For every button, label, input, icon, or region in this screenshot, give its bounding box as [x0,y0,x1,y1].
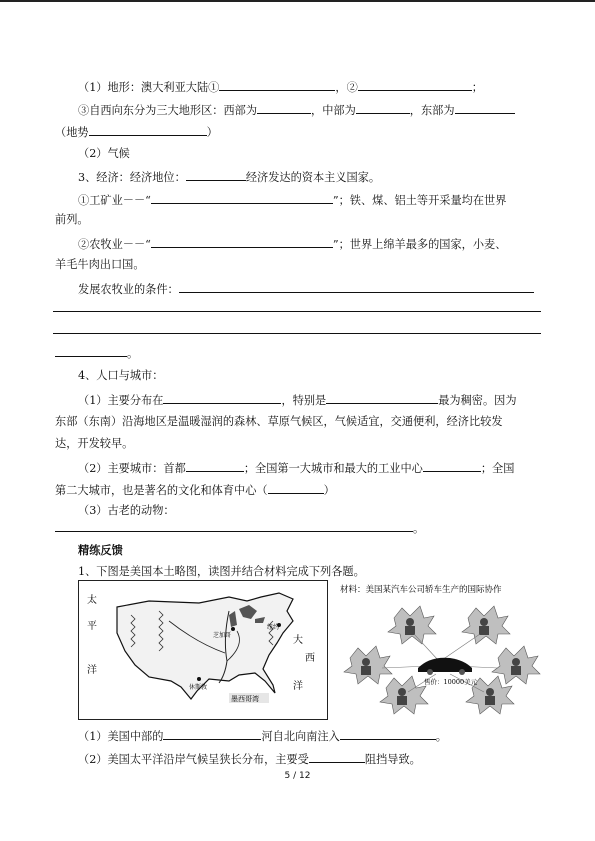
map-label-city2: 芝加哥 [213,632,232,639]
material-caption: 材料：美国某汽车公司轿车生产的国际协作 [340,585,502,595]
map-label-gulf: 墨西哥湾 [231,695,259,703]
animals-blank-line: 。 [55,519,424,537]
blank-animals[interactable] [55,519,413,532]
blank-east[interactable] [455,101,515,114]
page-top-border [0,0,595,2]
page-number: 5 / 12 [284,771,311,781]
cities-line: （2）主要城市：首都 ；全国第一大城市和最大的工业中心 ；全国 [78,459,514,477]
blank-conditions-3[interactable] [53,333,541,334]
blank-distribution[interactable] [163,391,281,404]
blank-capital[interactable] [186,459,244,472]
animals-line: （3）古老的动物： [78,504,175,517]
map-label-ping: 平 [87,621,97,632]
blank-west[interactable] [257,101,311,114]
blank-slope[interactable] [89,123,207,136]
map-label-yang2: 洋 [293,681,303,692]
economy-line: 3、经济：经济地位： 经济发达的资本主义国家。 [78,168,380,186]
blank-industry[interactable] [151,191,333,204]
distribution-line-3: 达，开发较早。 [55,437,134,450]
industry-line: ①工矿业－－“ ”；铁、煤、铝土等开采量均在世界 [78,191,506,209]
map-label-tai: 太 [87,595,97,606]
blank-terrain-1[interactable] [219,78,335,91]
map-label-city1: 纽约 [267,624,280,631]
blank-center[interactable] [356,101,410,114]
regions-line: ③自西向东分为三大地形区：西部为 ，中部为 ，东部为 [78,101,515,119]
map-label-yang: 洋 [87,665,97,676]
blank-conditions-4[interactable] [55,344,127,357]
map-label-city3: 休斯敦 [189,684,208,691]
us-map-figure [78,580,328,720]
distribution-line-2: 东部（东南）沿海地区是温暖湿润的森林、草原气候区，气候适宜，交通便利，经济比较发 [55,415,503,428]
blank-agriculture[interactable] [151,235,333,248]
practice-heading: 精练反馈 [78,544,123,557]
blank-dense-area[interactable] [326,391,438,404]
blank-economy[interactable] [186,168,246,181]
terrain-line: （1）地形：澳大利亚大陆① ，② ； [78,78,483,96]
cities-line-2: 第二大城市，也是著名的文化和体育中心（ ） [55,481,335,499]
us-map-svg [79,581,327,719]
slope-line: （地势 ） [55,123,218,141]
blank-conditions-1[interactable] [179,280,534,293]
material-price: 售价：10000美元 [424,678,478,686]
conditions-end-line: 。 [55,344,138,362]
blank-conditions-2[interactable] [53,311,541,312]
material-svg [338,580,548,720]
blank-largest-city[interactable] [423,459,481,472]
industry-line-2: 前列。 [55,213,89,226]
material-figure [338,580,548,720]
blank-river[interactable] [163,727,261,740]
population-heading: 4、人口与城市： [78,369,164,382]
climate-line: （2）气候 [78,147,130,160]
map-label-da: 大 [293,635,303,646]
distribution-line: （1）主要分布在 ，特别是 最为稠密。因为 [78,391,517,409]
agriculture-line-2: 羊毛牛肉出口国。 [55,258,145,271]
blank-gulf[interactable] [340,727,436,740]
question-1-intro: 1、下图是美国本土略图，读图并结合材料完成下列各题。 [78,565,365,578]
question-1-2: （2）美国太平洋沿岸气候呈狭长分布，主要受 阻挡导致。 [78,750,421,768]
conditions-line: 发展农牧业的条件： [78,280,534,298]
map-label-xi: 西 [305,653,315,664]
blank-mountains[interactable] [309,750,365,763]
agriculture-line: ②农牧业－－“ ”；世界上绵羊最多的国家，小麦、 [78,235,506,253]
question-1-1: （1）美国中部的 河自北向南注入 。 [78,727,447,745]
blank-second-city[interactable] [268,481,324,494]
blank-terrain-2[interactable] [358,78,472,91]
